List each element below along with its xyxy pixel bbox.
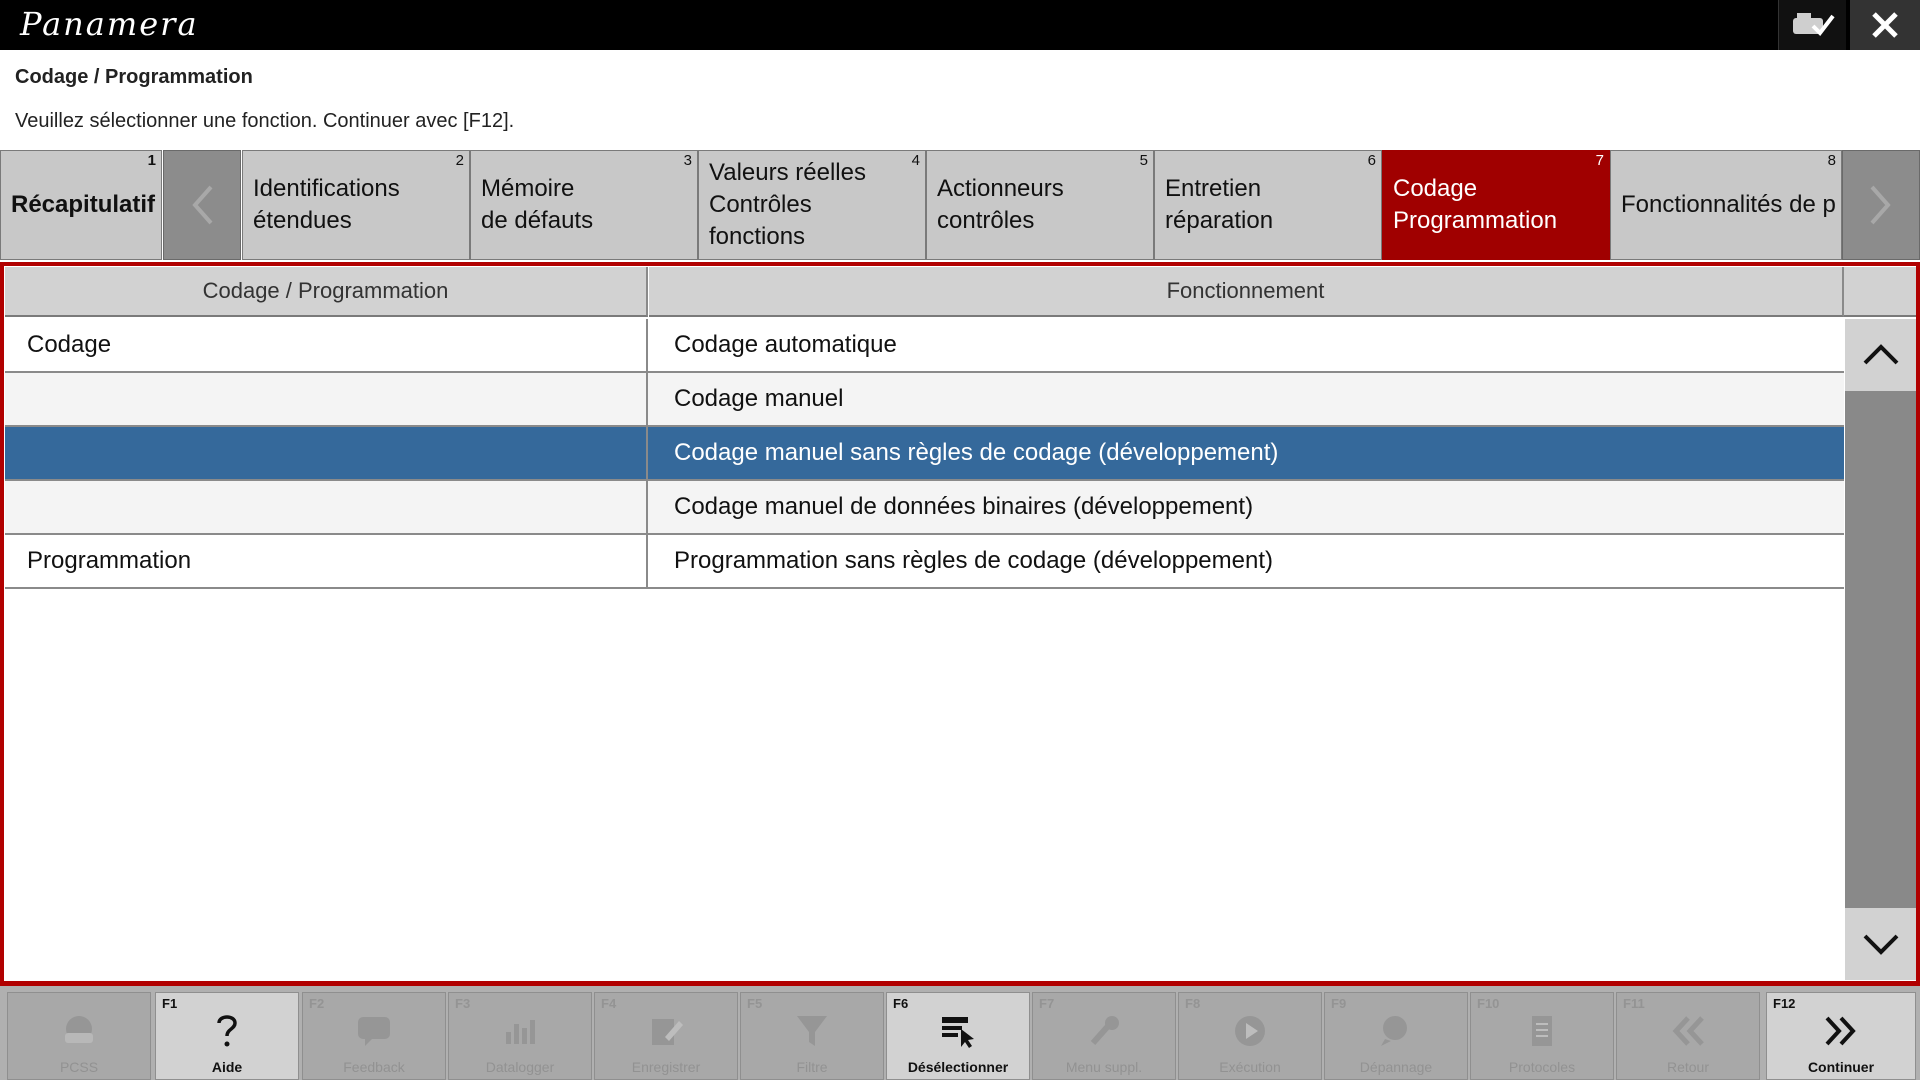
help-icon (212, 1012, 242, 1050)
instruction-text: Veuillez sélectionner une fonction. Continuer avec [F12]. (15, 110, 515, 132)
fkey-label: F11 (1623, 996, 1645, 1011)
fkey-label: F12 (1773, 996, 1796, 1011)
fkey-caption: Dépannage (1359, 1059, 1433, 1075)
troubleshoot-button[interactable] (1324, 992, 1468, 1080)
brand-logo: Panamera (20, 5, 199, 43)
execute-button[interactable] (1178, 992, 1322, 1080)
extra-menu-button[interactable] (1032, 992, 1176, 1080)
tab-label: Valeurs réelles Contrôles fonctions (709, 159, 866, 250)
fkey-label: F9 (1331, 996, 1347, 1011)
tab-number: 6 (1367, 152, 1376, 169)
tab-codage-programmation[interactable] (1382, 150, 1610, 260)
tab-number: 7 (1595, 152, 1604, 169)
tab-number: 3 (683, 152, 692, 169)
row-group-cell (5, 373, 648, 425)
fkey-label: F8 (1185, 996, 1201, 1011)
close-icon (1869, 9, 1901, 41)
chevron-up-icon (1861, 341, 1901, 369)
continue-button[interactable] (1766, 992, 1916, 1080)
tab-number: 2 (455, 152, 464, 169)
tab-label: Mémoire de défauts (481, 175, 594, 234)
tabs-scroll-left-button[interactable] (163, 150, 241, 260)
protocols-button[interactable] (1470, 992, 1614, 1080)
feedback-button[interactable] (302, 992, 446, 1080)
tab-label: Identifications étendues (253, 175, 400, 234)
fkey-caption: Exécution (1219, 1059, 1281, 1075)
tab-identifications[interactable] (242, 150, 470, 260)
function-table-panel (0, 262, 1920, 986)
tools-icon (1085, 1013, 1123, 1049)
play-icon (1232, 1013, 1268, 1049)
fkey-caption: Menu suppl. (1065, 1059, 1143, 1075)
tab-label: Actionneurs contrôles (937, 175, 1064, 234)
fkey-caption: PCSS (59, 1059, 99, 1075)
filter-button[interactable] (740, 992, 884, 1080)
fkey-caption: Filtre (796, 1059, 828, 1075)
column-header-group: Codage / Programmation (5, 267, 648, 317)
tab-label: Codage Programmation (1393, 175, 1558, 234)
table-row[interactable] (5, 481, 1844, 535)
tab-fonctionnalites[interactable] (1610, 150, 1842, 260)
car-globe-icon (59, 1013, 99, 1049)
fkey-caption: Datalogger (485, 1059, 555, 1075)
tab-actionneurs[interactable] (926, 150, 1154, 260)
fkey-caption: Désélectionner (907, 1059, 1009, 1075)
fkey-label: F2 (309, 996, 325, 1011)
scrollbar[interactable] (1845, 319, 1916, 980)
fkey-label: F5 (747, 996, 763, 1011)
fkey-label: F6 (893, 996, 909, 1011)
tab-recapitulatif[interactable] (0, 150, 162, 260)
tab-label: Récapitulatif (11, 191, 156, 218)
chart-icon (501, 1014, 539, 1048)
datalogger-button[interactable] (448, 992, 592, 1080)
double-chevron-right-icon (1821, 1014, 1861, 1048)
pcss-button[interactable] (7, 992, 151, 1080)
fkey-caption: Enregistrer (631, 1059, 701, 1075)
scroll-up-button[interactable] (1845, 319, 1916, 391)
row-group-cell: Codage (5, 319, 648, 371)
vehicle-check-icon (1791, 10, 1835, 40)
tab-label: Fonctionnalités de p (1621, 191, 1836, 218)
tab-label: Entretien réparation (1165, 175, 1274, 234)
chat-bubble-icon (355, 1014, 393, 1048)
fkey-caption: Aide (211, 1059, 243, 1075)
row-group-cell (5, 427, 648, 479)
column-header-function: Fonctionnement (649, 267, 1844, 317)
row-function-cell: Codage manuel de données binaires (développement) (674, 493, 1254, 520)
tab-entretien[interactable] (1154, 150, 1382, 260)
save-button[interactable] (594, 992, 738, 1080)
chevron-right-icon (1866, 183, 1896, 227)
save-edit-icon (647, 1013, 685, 1049)
chevron-left-icon (187, 183, 217, 227)
fkey-caption: Protocoles (1508, 1059, 1576, 1075)
chevron-down-icon (1861, 930, 1901, 958)
title-bar (0, 0, 1920, 50)
row-function-cell: Codage automatique (674, 331, 897, 358)
back-button[interactable] (1616, 992, 1760, 1080)
fkey-caption: Feedback (343, 1059, 405, 1075)
fkey-label: F7 (1039, 996, 1055, 1011)
row-group-cell: Programmation (5, 535, 648, 587)
row-function-cell: Programmation sans règles de codage (développement) (674, 547, 1274, 574)
fkey-caption: Retour (1666, 1059, 1710, 1075)
scroll-down-button[interactable] (1845, 908, 1916, 980)
table-row[interactable] (5, 319, 1844, 373)
troubleshoot-icon (1377, 1013, 1415, 1049)
deselect-button[interactable] (886, 992, 1030, 1080)
close-button[interactable] (1850, 0, 1920, 50)
tab-number: 8 (1827, 152, 1836, 169)
table-row[interactable] (5, 535, 1844, 589)
fkey-label: F1 (162, 996, 178, 1011)
funnel-icon (794, 1012, 830, 1050)
tab-number: 1 (147, 152, 156, 169)
tab-bar (0, 150, 1920, 260)
fkey-label: F4 (601, 996, 617, 1011)
tab-number: 5 (1139, 152, 1148, 169)
fkey-caption: Continuer (1807, 1059, 1875, 1075)
column-header-scroll (1844, 267, 1916, 317)
table-row[interactable] (5, 373, 1844, 427)
deselect-icon (939, 1013, 977, 1049)
row-group-cell (5, 481, 648, 533)
help-button[interactable] (155, 992, 299, 1080)
row-function-cell: Codage manuel sans règles de codage (développement) (674, 439, 1279, 466)
tab-memoire-defauts[interactable] (470, 150, 698, 260)
row-function-cell: Codage manuel (674, 385, 844, 412)
document-icon (1526, 1013, 1558, 1049)
double-chevron-left-icon (1668, 1014, 1708, 1048)
page-title: Codage / Programmation (15, 66, 253, 88)
tab-number: 4 (911, 152, 920, 169)
function-key-bar (0, 986, 1920, 1080)
fkey-label: F10 (1477, 996, 1500, 1011)
table-row-selected[interactable] (5, 427, 1844, 481)
tabs-scroll-right-button[interactable] (1842, 150, 1920, 260)
tab-valeurs-reelles[interactable] (698, 150, 926, 260)
fkey-label: F3 (455, 996, 471, 1011)
transfer-button[interactable] (1778, 0, 1846, 50)
